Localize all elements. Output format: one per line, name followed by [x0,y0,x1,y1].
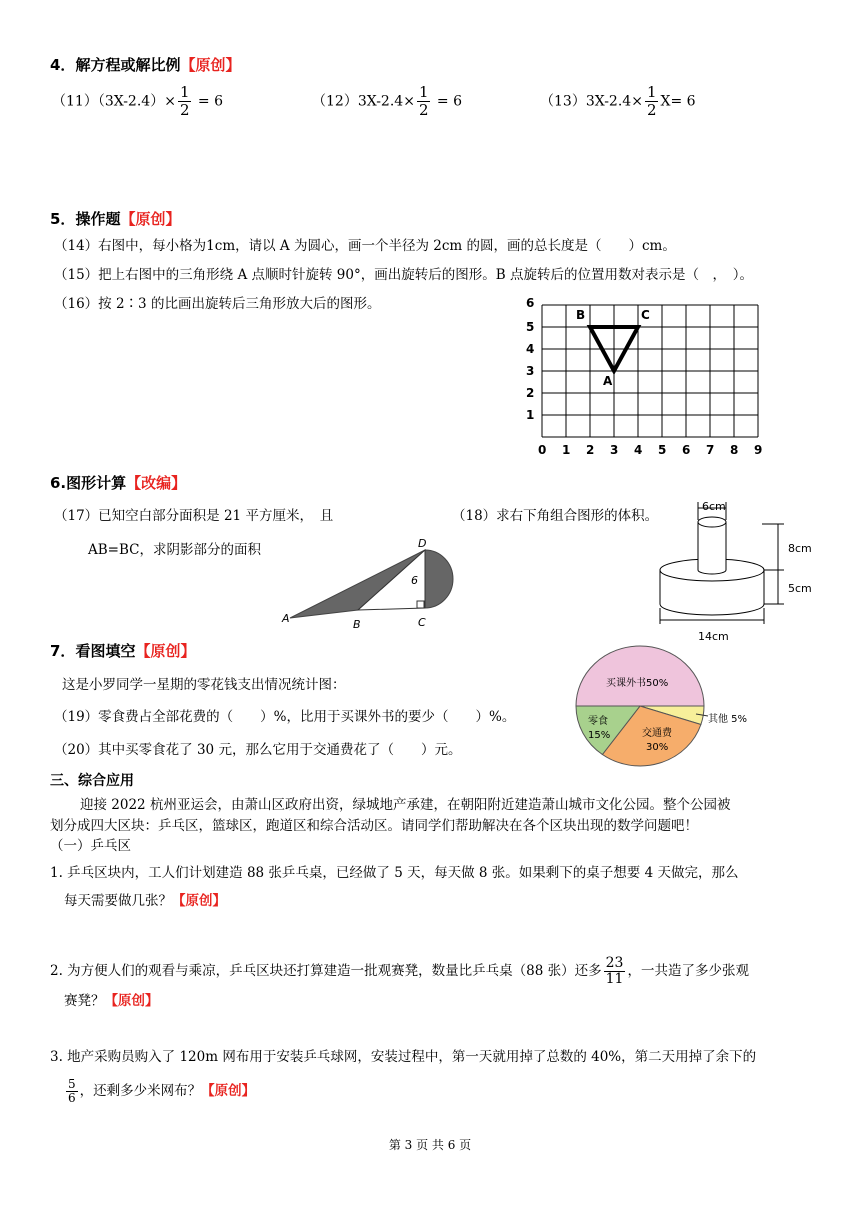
section4-heading [50,54,240,75]
q11 [52,84,223,119]
numerator: 1 [179,83,190,101]
y-axis-labels [526,296,534,422]
x-tick: 2 [586,443,595,457]
y-tick: 6 [526,296,535,310]
x-tick: 7 [706,443,715,457]
denominator: 6 [68,1091,76,1105]
q11-pre: （3X-2.4）× [97,93,176,110]
point-b-label: B [576,308,586,322]
problem1-text: 每天需要做几张？ [64,893,172,909]
snack-pct: 15% [588,730,611,741]
x-tick: 9 [754,443,763,457]
section-tag: 【原创】 [180,56,241,74]
y-tick: 5 [526,320,535,334]
q11-label: （11） [52,93,98,110]
y-tick: 3 [526,364,535,378]
section-title: 看图填空 [75,642,136,660]
denominator: 2 [418,101,429,119]
y-tick: 1 [526,408,535,422]
problem3-text: ，还剩多少米网布？ [79,1083,202,1099]
pie-chart [570,644,780,770]
books-label: 买课外书50% [606,678,669,689]
label-c: C [418,616,426,629]
q16: （16）按 2∶3 的比画出旋转后三角形放大后的图形。 [54,296,381,312]
y-tick: 2 [526,386,535,400]
s7-intro: 这是小罗同学一星期的零花钱支出情况统计图： [62,677,346,693]
slice-books [576,646,704,706]
q15: （15）把上右图中的三角形绕 A 点顺时针旋转 90°，画出旋转后的图形。B 点旋转后的位置用数对表示是（ ， ）。 [54,267,753,283]
lower-height-label: 5cm [788,582,812,595]
section-number: 7． [50,642,76,660]
traffic-pct: 30% [646,742,669,753]
problem2-text-cont: ，一共造了多少张观 [627,963,749,979]
traffic-name: 交通费 [642,728,672,739]
q13-pre: 3X-2.4× [585,93,643,110]
section-tag: 【原创】 [120,210,181,228]
point-labels [576,308,650,388]
denominator: 11 [605,971,624,987]
subsection-pingpong: （一）乒乓区 [50,838,131,854]
q11-post: = 6 [193,93,224,110]
q13 [540,84,696,119]
section5-heading [50,208,180,229]
page-footer: 第 3 页 共 6 页 [388,1138,472,1152]
other-label: 其他 5% [708,714,748,725]
problem2-text-end: 赛凳？ [64,993,105,1009]
part3-intro-2: 划分成四大区块：乒乓区，篮球区，跑道区和综合活动区。请同学们帮助解决在各个区块出现的数学问题吧！ [50,818,698,834]
problem1-tag: 【原创】 [172,893,226,909]
numerator: 1 [418,83,429,101]
point-c-label: C [641,308,650,322]
x-tick: 6 [682,443,691,457]
label-d: D [418,537,427,550]
y-tick: 4 [526,342,535,356]
q20: （20）其中买零食花了 30 元，那么它用于交通费花了（ ）元。 [54,742,462,758]
height-label: 6 [411,574,418,587]
section-tag: 【原创】 [135,642,196,660]
q17-line2: AB=BC，求阴影部分的面积 [88,542,261,558]
section-tag: 【改编】 [126,474,187,492]
numerator: 5 [68,1077,76,1091]
problem3-line1: 3. 地产采购员购入了 120m 网布用于安装乒乓球网，安装过程中，第一天就用掉了总数的 40%，第二天用掉了余下的 [50,1049,757,1065]
problem2-line1 [50,956,749,987]
q14: （14）右图中，每小格为1cm，请以 A 为圆心，画一个半径为 2cm 的圆，画的总长度是（ ）cm。 [54,238,676,254]
q12-label: （12） [312,93,358,110]
x-tick: 8 [730,443,739,457]
q18: （18）求右下角组合图形的体积。 [452,508,659,524]
denominator: 2 [646,101,657,119]
section-number: 5． [50,210,76,228]
x-tick: 1 [562,443,571,457]
fraction [417,84,431,119]
section-title: 操作题 [75,210,121,228]
x-tick: 5 [658,443,667,457]
q12-post: = 6 [432,93,463,110]
q12-pre: 3X-2.4× [357,93,415,110]
upper-height-label: 8cm [788,542,812,555]
x-tick: 0 [538,443,547,457]
coordinate-grid [518,292,768,460]
problem3-line2 [64,1078,255,1105]
small-cylinder-top [698,517,726,527]
problem1-line2 [64,891,226,911]
fraction [66,1078,78,1105]
top-diameter-label: 6cm [702,500,726,513]
numerator: 1 [646,83,657,101]
label-b: B [353,618,361,631]
problem2-line2 [64,991,159,1011]
numerator: 23 [605,955,624,971]
x-axis-labels [538,443,762,457]
problem2-text: 2. 为方便人们的观看与乘凉，乒乓区块还打算建造一批观赛凳，数量比乒乓桌（88 张）还多 [50,963,602,979]
section-title: 图形计算 [66,474,127,492]
section6-heading [50,472,186,493]
x-tick: 3 [610,443,619,457]
grid-lines [542,305,758,437]
section7-heading [50,640,195,661]
q12 [312,84,462,119]
problem2-tag: 【原创】 [104,993,159,1009]
shaded-semicircle [425,550,453,608]
section-number: 6. [50,474,67,492]
shaded-triangle-figure [280,530,460,634]
label-a: A [282,612,290,625]
problem3-tag: 【原创】 [201,1083,256,1099]
problem1-line1: 1. 乒乓区块内，工人们计划建造 88 张乒乓桌，已经做了 5 天，每天做 8 张。如果剩下的桌子想要 4 天做完，那么 [50,865,739,881]
part3-heading: 三、综合应用 [50,773,134,789]
x-tick: 4 [634,443,643,457]
section-number: 4． [50,56,76,74]
point-a-label: A [603,374,613,388]
cylinder-figure [650,496,820,648]
fraction [178,84,192,119]
q19: （19）零食费占全部花费的（ ）%，比用于买课外书的要少（ ）%。 [54,709,516,725]
q13-label: （13） [540,93,586,110]
q17-line1: （17）已知空白部分面积是 21 平方厘米， 且 [54,508,334,524]
snack-name: 零食 [588,716,608,727]
section-title: 解方程或解比例 [75,56,181,74]
q13-post: X= 6 [660,93,696,110]
small-cylinder-body [698,522,726,574]
fraction [604,956,626,987]
fraction [645,84,659,119]
denominator: 2 [179,101,190,119]
bottom-diameter-label: 14cm [698,630,729,643]
part3-intro-1: 迎接 2022 杭州亚运会，由萧山区政府出资，绿城地产承建，在朝阳附近建造萧山城市文化公园。整个公园被 [80,797,731,813]
